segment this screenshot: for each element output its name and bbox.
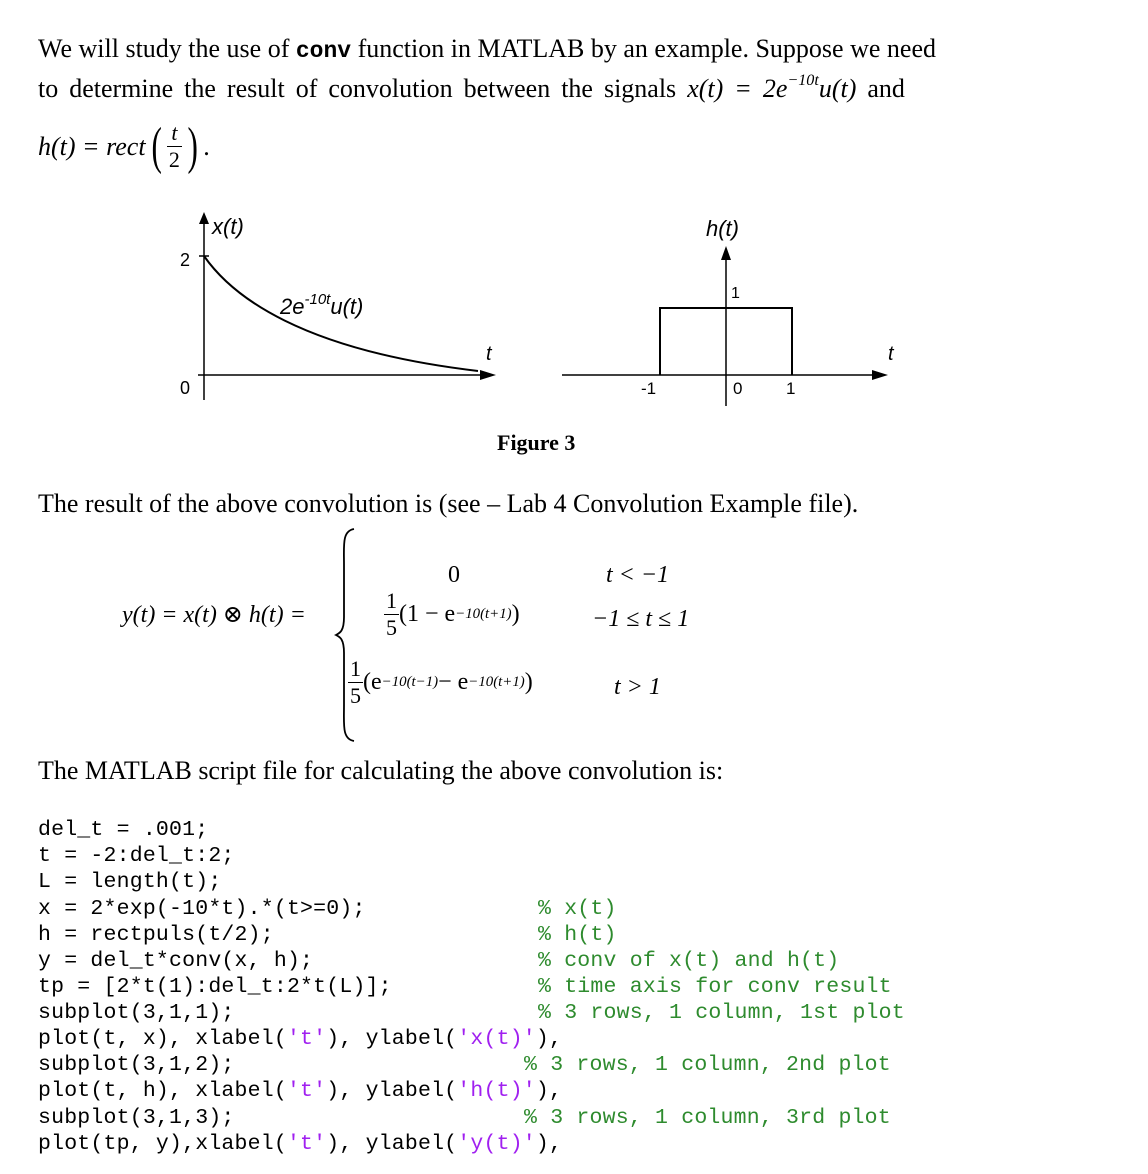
case-2-numerator: 1 <box>386 588 397 613</box>
case-3-condition: t > 1 <box>614 674 661 700</box>
code-comment: % 3 rows, 1 column, 1st plot <box>538 1001 905 1025</box>
intro-line-3 <box>38 117 210 175</box>
case-2-expression <box>384 588 520 641</box>
case-2-exponent: −10(t+1) <box>455 606 512 622</box>
intro-line-1 <box>38 34 936 64</box>
h-plot-y-arrow <box>721 246 731 260</box>
code-line <box>38 975 392 999</box>
code-text: x = 2*exp(-10*t).*(t>=0); <box>38 897 366 921</box>
code-line <box>38 870 221 894</box>
h-plot-tick-pos: 1 <box>786 379 796 398</box>
code-comment: % 3 rows, 1 column, 3rd plot <box>524 1106 891 1130</box>
code-text: del_t = .001; <box>38 818 209 842</box>
x-plot-y-arrow <box>199 212 209 224</box>
case-3-expression <box>348 656 533 709</box>
case-2-denominator: 5 <box>386 615 397 640</box>
conv-keyword: conv <box>295 38 352 64</box>
case-3-close: ) <box>524 669 533 695</box>
code-text: plot(tp, y),xlabel( <box>38 1132 287 1156</box>
code-text: subplot(3,1,1); <box>38 1001 235 1025</box>
h-plot-t-label: t <box>888 343 894 365</box>
case-3-exponent-b: −10(t+1) <box>468 674 525 690</box>
code-string: 't' <box>286 1027 327 1051</box>
code-comment: % h(t) <box>538 923 617 947</box>
case-3-exponent-a: −10(t−1) <box>381 674 439 690</box>
x-plot-origin-label: 0 <box>180 378 191 398</box>
h-plot <box>562 216 895 406</box>
left-paren: ( <box>151 117 162 175</box>
code-string: 'x(t)' <box>457 1027 536 1051</box>
case-3-body-b: − e <box>438 669 469 695</box>
intro-text: We will study the use of <box>38 34 296 63</box>
code-text: ), ylabel( <box>326 1079 458 1103</box>
equation-lhs <box>122 600 306 629</box>
x-plot-y-tick-label: 2 <box>180 250 191 270</box>
code-text: t = -2:del_t:2; <box>38 844 235 868</box>
code-comment: % x(t) <box>538 897 617 921</box>
code-text: subplot(3,1,2); <box>38 1053 235 1077</box>
code-line <box>38 844 235 868</box>
code-text: ), <box>535 1132 563 1156</box>
case-3-fraction <box>348 656 363 709</box>
code-text: ), ylabel( <box>326 1132 458 1156</box>
code-text: subplot(3,1,3); <box>38 1106 235 1130</box>
code-text: h = rectpuls(t/2); <box>38 923 274 947</box>
code-line <box>38 1079 562 1103</box>
case-2-body: (1 − e <box>399 601 456 627</box>
result-paragraph: The result of the above convolution is (see – Lab 4 Convolution Example file). <box>38 489 859 518</box>
figure-caption: Figure 3 <box>497 430 576 455</box>
x-exponent: −10t <box>787 72 819 89</box>
case-1-condition: t < −1 <box>606 562 670 588</box>
case-2-condition: −1 ≤ t ≤ 1 <box>592 606 690 632</box>
h-plot-y-label: h(t) <box>706 216 739 241</box>
code-string: 't' <box>286 1079 327 1103</box>
rect-denominator: 2 <box>168 147 180 172</box>
code-line <box>38 923 274 947</box>
code-line <box>38 949 313 973</box>
case-2-fraction <box>384 588 399 641</box>
intro-text: to determine the result of convolution between the signals <box>38 74 688 104</box>
x-plot <box>180 212 496 400</box>
code-comment: % conv of x(t) and h(t) <box>538 949 840 973</box>
equation-lhs-text: y(t) = x(t) ⊗ h(t) = <box>122 602 306 628</box>
rect-numerator: t <box>167 120 182 147</box>
code-string: 'y(t)' <box>457 1132 536 1156</box>
code-comment: % 3 rows, 1 column, 2nd plot <box>524 1053 891 1077</box>
code-text: plot(t, h), xlabel( <box>38 1079 287 1103</box>
x-plot-t-label: t <box>486 343 492 365</box>
period: . <box>203 131 210 161</box>
x-plot-x-arrow <box>480 370 496 380</box>
case-3-body-a: (e <box>363 669 382 695</box>
case-1-value: 0 <box>448 562 460 588</box>
code-string: 't' <box>286 1132 327 1156</box>
x-definition: x(t) = 2e <box>687 74 788 104</box>
case-3-denominator: 5 <box>350 683 361 708</box>
code-comment: % time axis for conv result <box>538 975 892 999</box>
code-text: plot(t, x), xlabel( <box>38 1027 287 1051</box>
code-text: ), <box>535 1027 563 1051</box>
code-text: y = del_t*conv(x, h); <box>38 949 314 973</box>
intro-line-2 <box>38 72 905 104</box>
script-intro-paragraph: The MATLAB script file for calculating the above convolution is: <box>38 756 724 785</box>
case-3-numerator: 1 <box>350 656 361 681</box>
code-line <box>38 818 208 842</box>
rect-fraction <box>167 120 182 173</box>
code-string: 'h(t)' <box>457 1079 536 1103</box>
code-line <box>38 1053 235 1077</box>
code-text: ), <box>535 1079 563 1103</box>
h-plot-tick-neg: -1 <box>641 379 657 398</box>
code-line <box>38 1106 235 1130</box>
h-plot-height-label: 1 <box>731 285 740 302</box>
code-text: L = length(t); <box>38 870 222 894</box>
code-text: ), ylabel( <box>326 1027 458 1051</box>
x-plot-curve-label: $2e^{-10t}u(t)$ <box>280 291 364 319</box>
equation-left-brace <box>334 525 358 745</box>
case-2-close: ) <box>511 601 520 627</box>
intro-text: function in MATLAB by an example. Suppose we need <box>351 34 936 63</box>
figure-3 <box>0 210 1148 450</box>
right-paren: ) <box>187 117 198 175</box>
x-step: u(t) <box>818 74 857 104</box>
h-definition: h(t) = rect <box>38 131 146 161</box>
code-line <box>38 897 366 921</box>
code-line <box>38 1132 562 1156</box>
h-plot-x-arrow <box>872 370 888 380</box>
intro-text: and <box>856 74 905 104</box>
h-plot-tick-zero: 0 <box>733 379 743 398</box>
code-line <box>38 1001 235 1025</box>
code-text: tp = [2*t(1):del_t:2*t(L)]; <box>38 975 392 999</box>
x-plot-y-label: x(t) <box>212 214 244 239</box>
code-line <box>38 1027 562 1051</box>
